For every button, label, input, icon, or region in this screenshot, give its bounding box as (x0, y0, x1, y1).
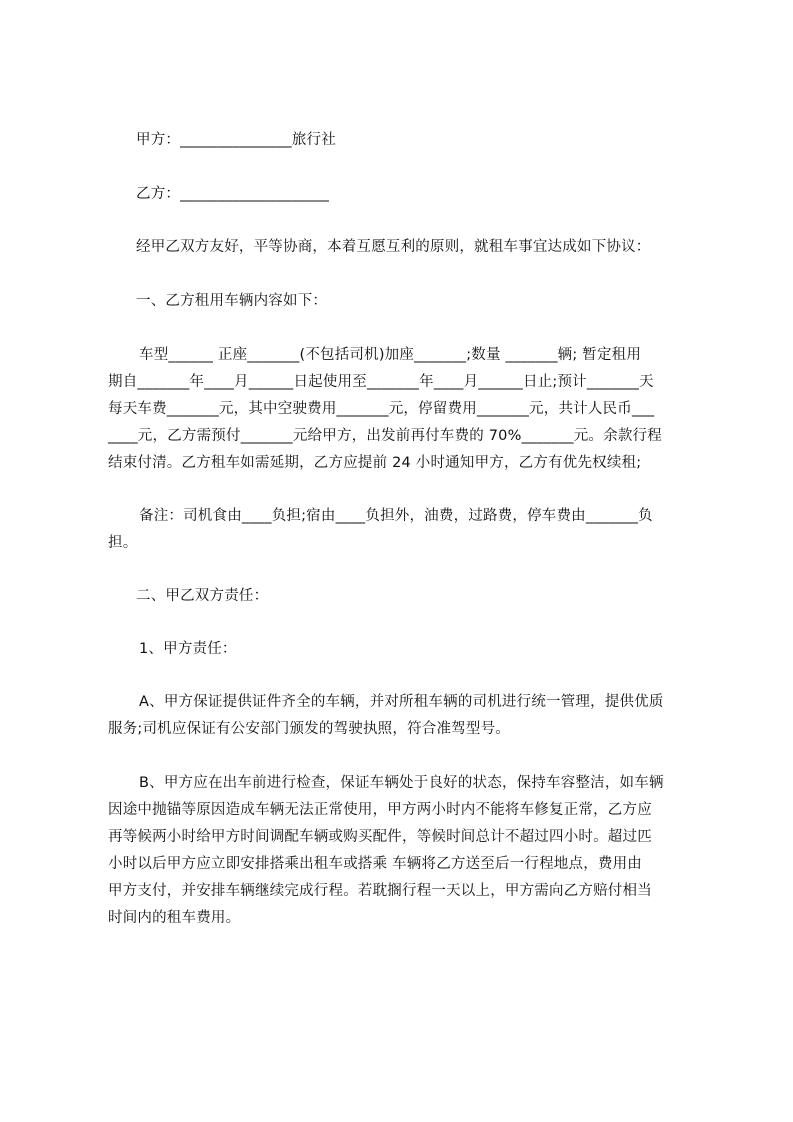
section-1-line: ____元，乙方需预付_______元给甲方，出发前再付车费的 70%_______元。余款行程 (108, 428, 662, 444)
party-a-line: 甲方：_______________旅行社 (136, 132, 336, 148)
section-1-line: 车型______ 正座_______(不包括司机)加座_______;数量 _______辆; 暂定租用 (139, 347, 642, 363)
item-b-line: B、甲方应在出车前进行检查，保证车辆处于良好的状态，保持车容整洁，如车辆 (139, 775, 664, 791)
item-a-line: A、甲方保证提供证件齐全的车辆，并对所租车辆的司机进行统一管理，提供优质 (139, 694, 664, 710)
section-2-heading: 二、甲乙双方责任： (136, 588, 269, 604)
section-1-line: 结束付清。乙方租车如需延期，乙方应提前 24 小时通知甲方，乙方有优先权续租; (108, 455, 642, 471)
intro-paragraph: 经甲乙双方友好，平等协商，本着互愿互利的原则，就租车事宜达成如下协议： (136, 239, 651, 255)
note-line: 备注：司机食由____负担;宿由____负担外，油费，过路费，停车费由_______负 (139, 508, 653, 524)
party-b-line: 乙方：____________________ (136, 186, 330, 202)
item-b-line: 甲方支付，并安排车辆继续完成行程。若耽搁行程一天以上，甲方需向乙方赔付相当 (108, 883, 652, 899)
section-1-line: 期自_______年____月______日起使用至_______年____月______日止;预计_______天 (108, 374, 654, 390)
section-1-line: 每天车费_______元，其中空驶费用_______元，停留费用_______元，共计人民币___ (108, 401, 655, 417)
item-b-line: 时间内的租车费用。 (108, 910, 241, 926)
subsection-1-heading: 1、甲方责任： (139, 641, 237, 657)
item-b-line: 因途中抛锚等原因造成车辆无法正常使用，甲方两小时内不能将车修复正常，乙方应 (108, 802, 652, 818)
item-a-line: 服务;司机应保证有公安部门颁发的驾驶执照，符合准驾型号。 (108, 721, 510, 737)
section-1-heading: 一、乙方租用车辆内容如下： (136, 293, 328, 309)
item-b-line: 小时以后甲方应立即安排搭乘出租车或搭乘 车辆将乙方送至后一行程地点，费用由 (108, 856, 643, 872)
note-line: 担。 (108, 535, 138, 551)
item-b-line: 再等候两小时给甲方时间调配车辆或购买配件，等候时间总计不超过四小时。超过匹 (108, 829, 652, 845)
